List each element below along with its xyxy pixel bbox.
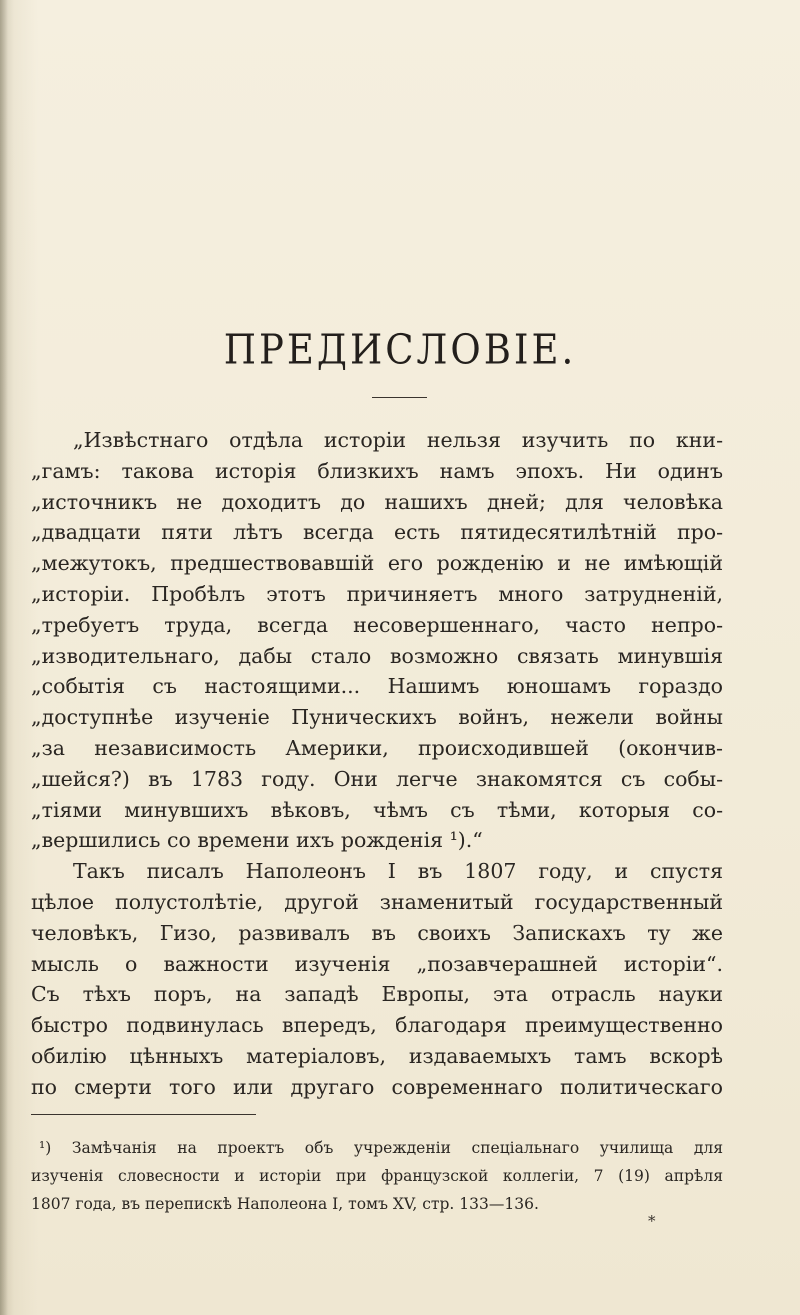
footnote-line: 1807 года, въ перепискѣ Наполеона I, томъ XV, стр. 133—136.: [31, 1195, 539, 1213]
footnote: [31, 1134, 723, 1218]
text-line: цѣлое полустолѣтіе, другой знаменитый государственный: [31, 889, 723, 914]
text-line: по смерти того или другаго современнаго политическаго: [31, 1074, 723, 1099]
text-line: „Извѣстнаго отдѣла исторіи нельзя изучить по кни-: [73, 428, 723, 452]
text-line: „двадцати пяти лѣтъ всегда есть пятидесятилѣтній про-: [31, 520, 723, 545]
page-edge-shadow: [0, 0, 8, 1315]
footnote-line: ¹) Замѣчанія на проектъ объ учрежденіи спеціальнаго училища для: [39, 1139, 723, 1157]
text-line: „шейся?) въ 1783 году. Они легче знакомятся съ собы-: [31, 766, 723, 791]
footnote-rule: [31, 1114, 256, 1115]
text-line: мысль о важности изученія „позавчерашней исторіи“.: [31, 951, 723, 976]
text-line: „требуетъ труда, всегда несовершеннаго, часто непро-: [31, 612, 723, 637]
text-line: „доступнѣе изученіе Пуническихъ войнъ, нежели войны: [31, 705, 723, 730]
text-line: „тіями минувшихъ вѣковъ, чѣмъ съ тѣми, которыя со-: [31, 797, 723, 822]
text-line: обилію цѣнныхъ матеріаловъ, издаваемыхъ тамъ вскорѣ: [31, 1043, 723, 1068]
text-line: быстро подвинулась впередъ, благодаря преимущественно: [31, 1013, 723, 1038]
text-line: „за независимость Америки, происходившей (окончив-: [31, 735, 723, 760]
title-rule: [372, 397, 427, 398]
text-line: „событія съ настоящими... Нашимъ юношамъ гораздо: [31, 674, 723, 699]
text-line: Съ тѣхъ поръ, на западѣ Европы, эта отрасль науки: [31, 982, 723, 1007]
text-line: „вершились со времени ихъ рожденія ¹).“: [31, 828, 483, 853]
text-line: человѣкъ, Гизо, развивалъ въ своихъ Запискахъ ту же: [31, 920, 723, 945]
text-line: „гамъ: такова исторія близкихъ намъ эпохъ. Ни одинъ: [31, 458, 723, 483]
text-line: „изводительнаго, дабы стало возможно связать минувшія: [31, 643, 723, 668]
signature-mark: *: [648, 1212, 656, 1230]
text-line: „исторіи. Пробѣлъ этотъ причиняетъ много затрудненій,: [31, 581, 723, 606]
text-line: „источникъ не доходитъ до нашихъ дней; для человѣка: [31, 489, 723, 514]
text-line: „межутокъ, предшествовавшій его рожденію и не имѣющій: [31, 551, 723, 576]
text-line: Такъ писалъ Наполеонъ I въ 1807 году, и спустя: [73, 859, 723, 884]
page-title: ПРЕДИСЛОВІЕ.: [223, 325, 577, 374]
footnote-line: изученія словесности и исторіи при французской коллегіи, 7 (19) апрѣля: [31, 1167, 723, 1185]
body-text: [31, 425, 723, 1103]
